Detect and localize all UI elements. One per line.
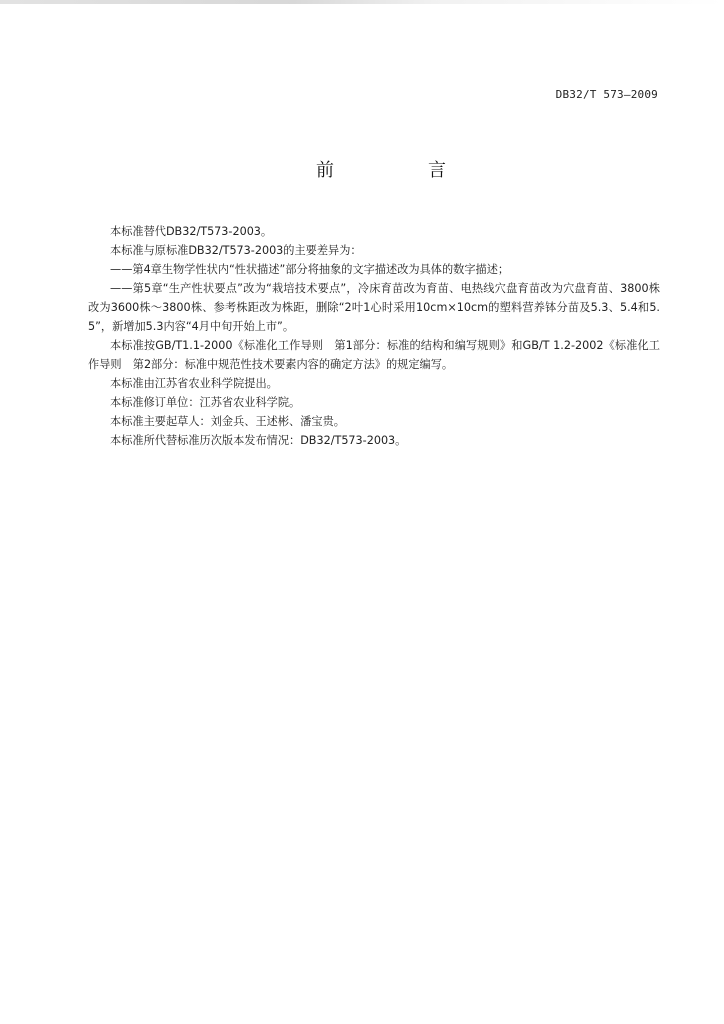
- paragraph-drafters: 本标准主要起草人：刘金兵、王述彬、潘宝贵。: [110, 415, 345, 428]
- paragraph-revising-unit: 本标准修订单位：江苏省农业科学院。: [110, 396, 301, 409]
- page-title: 前 言: [316, 160, 484, 181]
- paragraph-version-history: 本标准所代替标准历次版本发布情况：DB32/T573-2003。: [110, 434, 407, 447]
- paragraph-replacement: 本标准替代DB32/T573-2003。: [110, 225, 273, 238]
- paragraph-proposer: 本标准由江苏省农业科学院提出。: [110, 377, 278, 390]
- scan-edge-artifact: [0, 0, 724, 4]
- paragraph-difference-chapter4: ——第4章生物学性状内“性状描述”部分将抽象的文字描述改为具体的数字描述；: [110, 263, 510, 276]
- foreword-body: [88, 222, 660, 450]
- paragraph-drafting-rules: 本标准按GB/T1.1-2000《标准化工作导则 第1部分：标准的结构和编写规则》和GB/T 1.2-2002《标准化工作导则 第2部分：标准中规范性技术要素内容的确定方法》的规定编写。: [88, 339, 660, 371]
- paragraph-differences-intro: 本标准与原标准DB32/T573-2003的主要差异为：: [110, 244, 362, 257]
- paragraph-difference-chapter5: ——第5章“生产性状要点”改为“栽培技术要点”，冷床育苗改为育苗、电热线穴盘育苗改为穴盘育苗、3800株改为3600株～3800株、参考株距改为株距，删除“2叶1心时采用10cm×10cm的塑料营养钵分苗及5.3、5.4和5.5”，新增加5.3内容“4月中旬开始上市”。: [88, 282, 660, 333]
- document-code: DB32/T 573—2009: [555, 88, 658, 101]
